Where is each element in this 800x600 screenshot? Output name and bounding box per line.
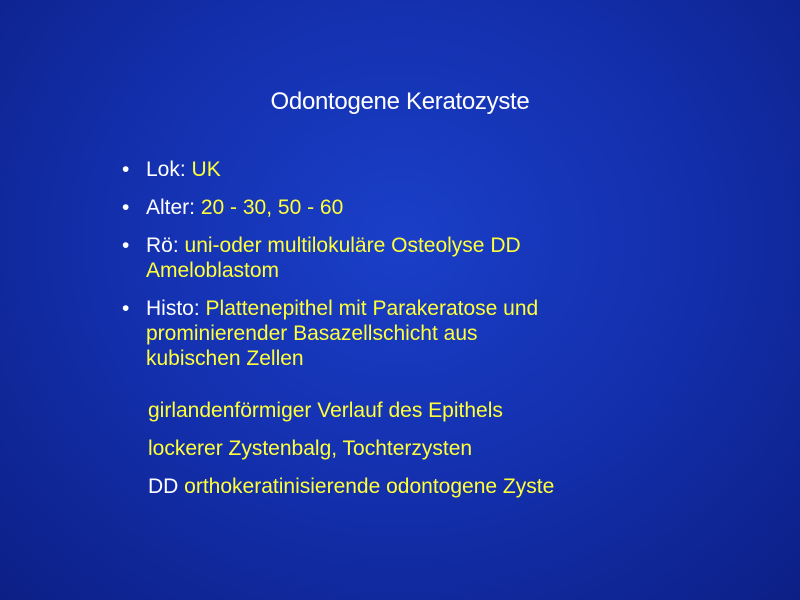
sub-item-label: DD (148, 475, 185, 498)
bullet-value-line3: kubischen Zellen (146, 347, 304, 370)
bullet-value-line2: Ameloblastom (146, 259, 280, 282)
bullet-value: UK (191, 158, 221, 181)
sub-item (148, 436, 748, 461)
bullet-list (122, 157, 682, 384)
bullet-label: Rö: (146, 234, 185, 257)
bullet-label: Histo: (146, 297, 206, 320)
sub-item-list (148, 398, 748, 512)
bullet-label: Lok: (146, 158, 192, 181)
sub-item-value: lockerer Zystenbalg, Tochterzysten (148, 437, 473, 460)
bullet-value-line2: prominierender Basazellschicht aus (146, 322, 478, 345)
bullet-value: uni-oder multilokuläre (184, 234, 386, 257)
bullet-value: 20 - 30, 50 - 60 (200, 196, 344, 219)
sub-item (148, 398, 748, 423)
bullet-value: Plattenepithel mit Parakeratose und (205, 297, 539, 320)
sub-item (148, 474, 748, 499)
bullet-item-alter (122, 195, 682, 220)
bullet-label: Alter: (146, 196, 201, 219)
bullet-item-roe (122, 233, 682, 283)
sub-item-value: orthokeratinisierende odontogene Zyste (184, 475, 555, 498)
bullet-value-extra: Osteolyse DD (385, 234, 521, 257)
sub-item-value: girlandenförmiger Verlauf des Epithels (148, 399, 503, 422)
bullet-item-histo (122, 296, 682, 371)
bullet-item-lok (122, 157, 682, 182)
slide-title: Odontogene Keratozyste (270, 88, 530, 115)
